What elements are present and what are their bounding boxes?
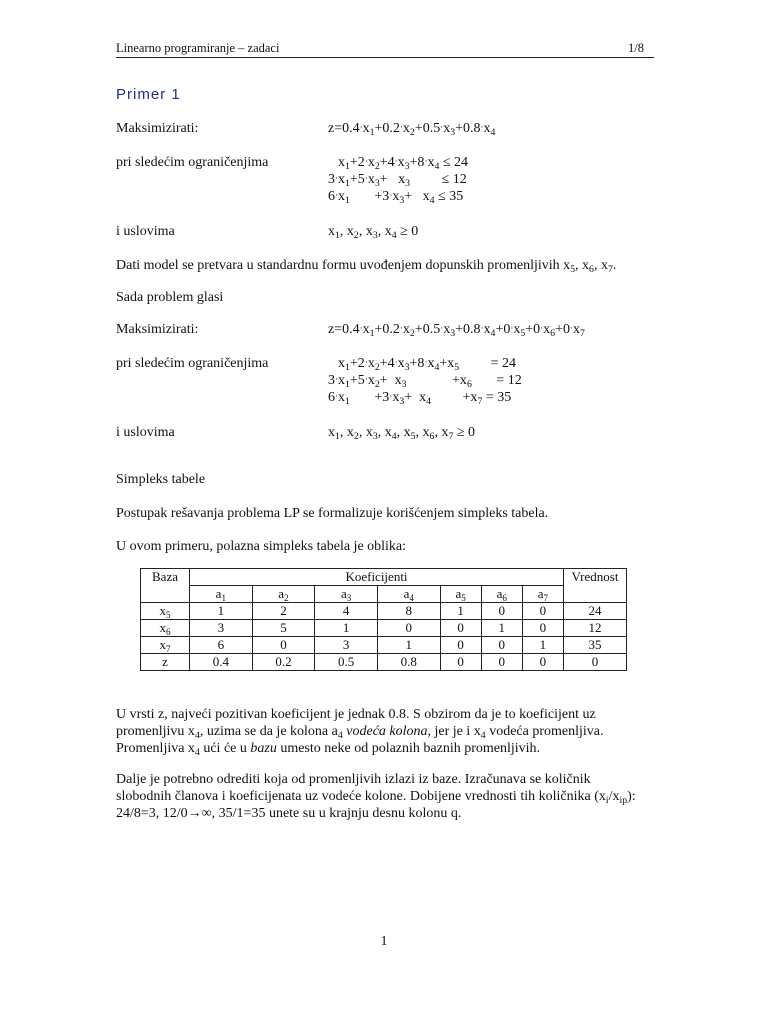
- constraint-3: $6\cdot x_1$ $+3\cdot x_3+ x_4 \le 35$: [328, 189, 464, 206]
- postupak-paragraph: Postupak rešavanja problema LP se formalizuje korišćenjem simpleks tabela.: [116, 506, 549, 521]
- maximize-label-2: Maksimizirati:: [116, 322, 199, 337]
- constraints-label-2: pri sledećim ograničenjima: [116, 356, 269, 371]
- ovom-paragraph: U ovom primeru, polazna simpleks tabela je oblika:: [116, 539, 407, 554]
- coef-cell: 3: [190, 620, 253, 637]
- row-base-cell: $x_7$: [141, 637, 190, 654]
- bazu-emphasis: bazu: [250, 741, 277, 756]
- coef-cell: 0: [522, 603, 563, 620]
- coef-cell: 0: [440, 637, 481, 654]
- coef-cell: 0: [252, 637, 315, 654]
- pivot-column-paragraph: U vrsti z, najveći pozitivan koeficijent je jednak 0.8. S obzirom da je to koeficijent uz promenljivu $x_4$, uzima se da je kolona $a_4$ vodeća kolona, jer je i $x_4$ vodeća promenljiva. Promenljiva $x_4$ ući će u bazu umesto neke od polaznih baznih promenljivih.: [116, 707, 604, 758]
- page-number: 1: [380, 934, 388, 949]
- standard-constraint-3: $6\cdot x_1$ $+3\cdot x_3+ x_4$ $+x_7 = 35$: [328, 390, 512, 407]
- constraint-2: $3\cdot x_1+5\cdot x_3+ x_3$ ≤ 12: [328, 172, 467, 189]
- sada-paragraph: Sada problem glasi: [116, 290, 224, 305]
- coef-cell: 0: [440, 620, 481, 637]
- coef-header-a1: $a_1$: [190, 586, 253, 603]
- coef-header-a7: $a_7$: [522, 586, 563, 603]
- simplex-table: [140, 568, 627, 671]
- coef-cell: 0: [481, 637, 522, 654]
- coef-cell: 1: [440, 603, 481, 620]
- section-title: Primer 1: [116, 86, 181, 103]
- standard-constraint-1: $x_1+2\cdot x_2+4\cdot x_3+8\cdot x_4+x_5$ = 24: [338, 356, 517, 373]
- ratio-paragraph: Dalje je potrebno odrediti koja od promenljivih izlazi iz baze. Izračunava se količnik slobodnih članova i koeficijenata uz vodeće kolone. Dobijene vrednosti tih količnika $(x_i/x_{ip})$: 24/8=3, 12/0→∞, 35/1=35 unete su u krajnju desnu kolonu q.: [116, 772, 636, 821]
- vodeca-kolona-emphasis: vodeća kolona: [346, 724, 428, 739]
- row-base-cell: $x_5$: [141, 603, 190, 620]
- coef-cell: 1: [481, 620, 522, 637]
- maximize-label: Maksimizirati:: [116, 121, 199, 136]
- coef-cell: 0: [522, 620, 563, 637]
- coef-header-a4: $a_4$: [377, 586, 440, 603]
- col-baza: Baza: [141, 569, 190, 603]
- table-row: [141, 620, 627, 637]
- coef-cell: 5: [252, 620, 315, 637]
- table-row: [141, 603, 627, 620]
- objective-function: $z=0.4\cdot x_1+0.2\cdot x_2+0.5\cdot x_3+0.8\cdot x_4$: [328, 121, 496, 138]
- simpleks-heading: Simpleks tabele: [116, 472, 206, 487]
- value-cell: 12: [564, 620, 627, 637]
- coef-header-row: [141, 586, 627, 603]
- value-cell: 35: [564, 637, 627, 654]
- coef-cell: 2: [252, 603, 315, 620]
- col-vrednost: Vrednost: [564, 569, 627, 603]
- coef-cell: 0.2: [252, 654, 315, 671]
- standard-constraint-2: $3\cdot x_1+5\cdot x_2+ x_3$ $+x_6$ = 12: [328, 373, 522, 390]
- running-header-title: Linearno programiranje – zadaci: [116, 41, 280, 55]
- table-header-row: [141, 569, 627, 586]
- value-cell: 0: [564, 654, 627, 671]
- coef-cell: 0.5: [315, 654, 378, 671]
- running-header-page: 1/8: [628, 41, 644, 55]
- coef-header-a6: $a_6$: [481, 586, 522, 603]
- constraints-label: pri sledećim ograničenjima: [116, 155, 269, 170]
- coef-cell: 0: [522, 654, 563, 671]
- nonnegativity-conditions: $x_1$, $x_2$, $x_3$, $x_4 \ge 0$: [328, 224, 419, 241]
- coef-header-a2: $a_2$: [252, 586, 315, 603]
- intro-paragraph: Dati model se pretvara u standardnu formu uvođenjem dopunskih promenljivih $x_5$, $x_6$, $x_7$.: [116, 258, 617, 275]
- coef-cell: 1: [315, 620, 378, 637]
- coef-cell: 3: [315, 637, 378, 654]
- coef-cell: 0: [481, 654, 522, 671]
- coef-header-a5: $a_5$: [440, 586, 481, 603]
- coef-cell: 8: [377, 603, 440, 620]
- table-row: [141, 654, 627, 671]
- coef-cell: 0.4: [190, 654, 253, 671]
- header-divider: [116, 57, 654, 58]
- conditions-label: i uslovima: [116, 224, 175, 239]
- standard-nonnegativity: $x_1$, $x_2$, $x_3$, $x_4$, $x_5$, $x_6$, $x_7 \ge 0$: [328, 425, 476, 442]
- coef-header-a3: $a_3$: [315, 586, 378, 603]
- coef-cell: 1: [522, 637, 563, 654]
- row-base-cell: z: [141, 654, 190, 671]
- coef-cell: 0: [481, 603, 522, 620]
- table-row: [141, 637, 627, 654]
- coef-cell: 1: [377, 637, 440, 654]
- value-cell: 24: [564, 603, 627, 620]
- col-koeficijenti: Koeficijenti: [190, 569, 564, 586]
- coef-cell: 0.8: [377, 654, 440, 671]
- coef-cell: 6: [190, 637, 253, 654]
- objective-function-standard: $z=0.4\cdot x_1+0.2\cdot x_2+0.5\cdot x_3+0.8\cdot x_4+0\cdot x_5+0\cdot x_6+0\cdot x_7$: [328, 322, 585, 339]
- coef-cell: 1: [190, 603, 253, 620]
- constraint-1: $x_1+2\cdot x_2+4\cdot x_3+8\cdot x_4 \le 24$: [338, 155, 469, 172]
- row-base-cell: $x_6$: [141, 620, 190, 637]
- coef-cell: 0: [377, 620, 440, 637]
- coef-cell: 4: [315, 603, 378, 620]
- coef-cell: 0: [440, 654, 481, 671]
- conditions-label-2: i uslovima: [116, 425, 175, 440]
